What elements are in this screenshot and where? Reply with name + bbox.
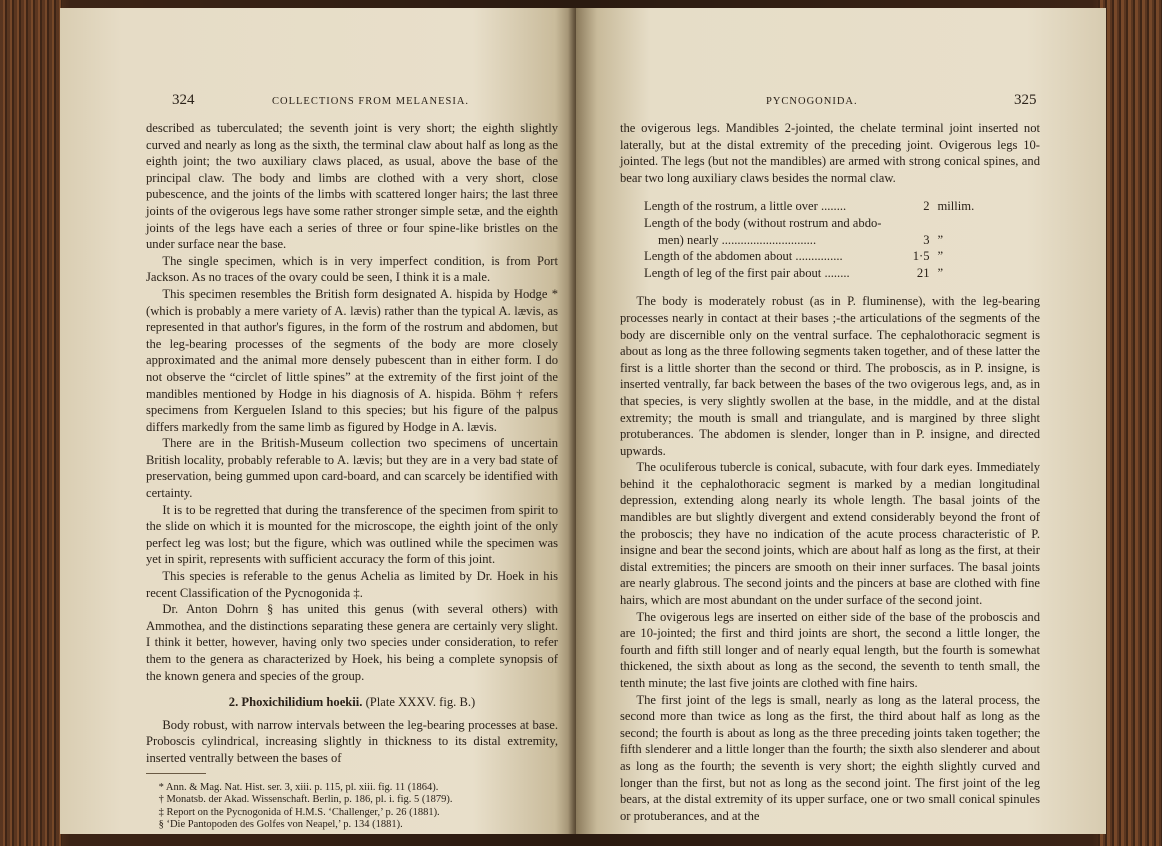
- paragraph: The first joint of the legs is small, nearly as long as the lateral process, the second more than twice as long as the first, the third about half as long as the second; the fourth is about as long as the three preceding joints taken together; the fifth slenderer and a little longer than the fourth; the sixth also slenderer and about as long as the fourth; the seventh is very short; the eighth slightly curved and longer than the first, but not as long as the second joint. The first joint of the leg bears, at the distal extremity of its upper surface, one or two small conical spinules or protuberances, and at the: [620, 692, 1040, 823]
- species-title: 2. Phoxichilidium hoekii.: [228, 695, 363, 710]
- measurement-unit: ”: [937, 265, 944, 280]
- paragraph: This specimen resembles the British form designated A. hispida by Hodge * (which is probably a mere variety of A. lævis) rather than the typical A. lævis, as represented in that author's figures, in the form of the rostrum and abdomen, but the leg-bearing processes of the segments of the body are more closely approximated and the animal more densely pubescent than in either form. I do not observe the “circlet of little spines” at the extremity of the first joint of the mandibles mentioned by Hodge in his diagnosis of A. hispida. Böhm † refers specimens from Kerguelen Island to this species; but his figure of the palpus differs markedly from the same limb as figured by Hodge in A. lævis.: [146, 286, 558, 434]
- running-head: COLLECTIONS FROM MELANESIA.: [272, 96, 470, 107]
- paragraph: This species is referable to the genus Achelia as limited by Dr. Hoek in his recent Classification of the Pycnogonida ‡.: [146, 569, 558, 600]
- measurement-unit: millim.: [937, 199, 975, 214]
- measurement-value: 21: [916, 265, 930, 280]
- section-heading: [146, 694, 558, 711]
- measurement-row: [644, 265, 986, 282]
- measurement-row: [644, 232, 986, 249]
- footnote: ‡ Report on the Pycnogonida of H.M.S. ‘Challenger,’ p. 26 (1881).: [158, 806, 440, 818]
- measurement-row: [644, 248, 986, 265]
- measurement-value: [882, 215, 930, 232]
- right-page: [576, 8, 1106, 834]
- footnote: † Monatsb. der Akad. Wissenschaft. Berlin, p. 186, pl. i. fig. 5 (1879).: [158, 794, 453, 806]
- paragraph: described as tuberculated; the seventh joint is very short; the eighth slightly curved and nearly as long as the sixth, the terminal claw about half as long as the eighth joint; the two auxiliary claws placed, as usual, above the base of the principal claw. The body and limbs are clothed with a very short, close pubescence, and the joints of the limbs with scattered longer hairs; the last three joints of the ovigerous legs have some rather stronger simple setæ, and the eighth joints of the legs have each a series of three or four spine-like bristles on the under surface near the base.: [146, 121, 558, 252]
- measurement-unit: ”: [937, 232, 944, 247]
- measurement-label: Length of the abdomen about ...............: [644, 249, 843, 264]
- paragraph: the ovigerous legs. Mandibles 2-jointed, the chelate terminal joint inserted not laterally, but at the distal extremity of the preceding joint. Ovigerous legs 10-jointed. The legs (but not the mandibles) are armed with strong conical spines, and bear two long auxiliary claws besides the normal claw.: [620, 121, 1040, 185]
- measurements-table: [644, 198, 986, 281]
- paragraph: There are in the British-Museum collection two specimens of uncertain British locality, probably referable to A. lævis; but they are in a very bad state of preservation, being gummed upon card-board, and can scarcely be identified with certainty.: [146, 436, 558, 501]
- paragraph: It is to be regretted that during the transference of the specimen from spirit to the slide on which it is mounted for the microscope, the eighth joint of the only perfect leg was lost; but the figure, which was outlined while the specimen was yet in spirit, represents with sufficient accuracy the form of this joint.: [146, 502, 558, 567]
- measurement-row: [644, 215, 986, 232]
- paragraph: The body is moderately robust (as in P. fluminense), with the leg-bearing processes nearly in contact at their bases ;-the articulations of the segments of the body are discernible only on the ventral surface. The cephalothoracic segment is about as long as the three following segments taken together, and of these latter the first is a little shorter than the second or third. The proboscis, as in P. insigne, is inserted ventrally, far back between the bases of the two ovigerous legs, and, as in that species, is very slightly swollen at the base, in the middle, and at the distal extremity; the mouth is small and triangulate, and is margined by three slight protuberances. The abdomen is slender, longer than in P. insigne, and directed upwards.: [620, 294, 1040, 458]
- measurement-unit: [930, 215, 986, 232]
- footnote: * Ann. & Mag. Nat. Hist. ser. 3, xiii. p. 115, pl. xiii. fig. 11 (1864).: [158, 781, 439, 793]
- measurement-row: [644, 198, 986, 215]
- footnote: § ‘Die Pantopoden des Golfes von Neapel,’ p. 134 (1881).: [158, 819, 403, 831]
- plate-reference: (Plate XXXV. fig. B.): [365, 695, 476, 710]
- paragraph: Dr. Anton Dohrn § has united this genus (with several others) with Ammothea, and the distinctions separating these genera are certainly very slight. I think it better, however, having only two species under consideration, to refer them to the genera as characterized by Hoek, his being a complete synopsis of the known genera and species of the group.: [146, 602, 558, 683]
- book-edge-right: [1098, 0, 1162, 846]
- measurement-value: 3: [923, 232, 930, 247]
- paragraph: Body robust, with narrow intervals between the leg-bearing processes at base. Proboscis cylindrical, increasing slightly in thickness to its distal extremity, inserted ventrally between the bases of: [146, 717, 558, 765]
- left-page: [60, 8, 576, 834]
- text-column: [146, 120, 558, 832]
- text-column: [620, 120, 1040, 824]
- paragraph: The single specimen, which is in very imperfect condition, is from Port Jackson. As no traces of the ovary could be seen, I think it is a male.: [146, 253, 558, 285]
- paragraph: The oculiferous tubercle is conical, subacute, with four dark eyes. Immediately behind it the cephalothoracic segment is marked by a median longitudinal depression, extending along nearly its whole length. The basal joints of the mandibles are but slightly divergent and extend considerably beyond the front of the proboscis; they have no indication of the acute process characteristic of P. insigne and bear the second joints, which are about half as long as the first, at their distal extremities; the pincers are smooth on their inner surfaces. The basal joints are nearly glabrous. The second joints and the pincers at base are clothed with fine hairs, which are most abundant on the under surface of the second joint.: [620, 460, 1040, 608]
- footnotes: [146, 782, 558, 832]
- measurement-value: 1·5: [912, 249, 930, 264]
- measurement-value: 2: [923, 199, 930, 214]
- measurement-label: Length of the body (without rostrum and abdo-: [644, 215, 882, 230]
- measurement-unit: ”: [937, 249, 944, 264]
- running-head: PYCNOGONIDA.: [766, 96, 858, 107]
- footnote-rule: [146, 773, 206, 774]
- page-number: 325: [1014, 92, 1037, 108]
- page-number: 324: [172, 92, 195, 108]
- measurement-label: Length of the rostrum, a little over ........: [644, 199, 847, 214]
- book-edge-left: [0, 0, 62, 846]
- measurement-label: Length of leg of the first pair about ........: [644, 265, 850, 280]
- paragraph: The ovigerous legs are inserted on either side of the base of the proboscis and are 10-jointed; the first and third joints are short, the second a little longer, the fourth and fifth still longer and of nearly equal length, but the fourth is somewhat thickened, the sixth about as long as the second, the seventh to tenth small, the tenth minute; the last five joints are clothed with fine hairs.: [620, 609, 1040, 690]
- measurement-label: men) nearly ..............................: [658, 232, 817, 247]
